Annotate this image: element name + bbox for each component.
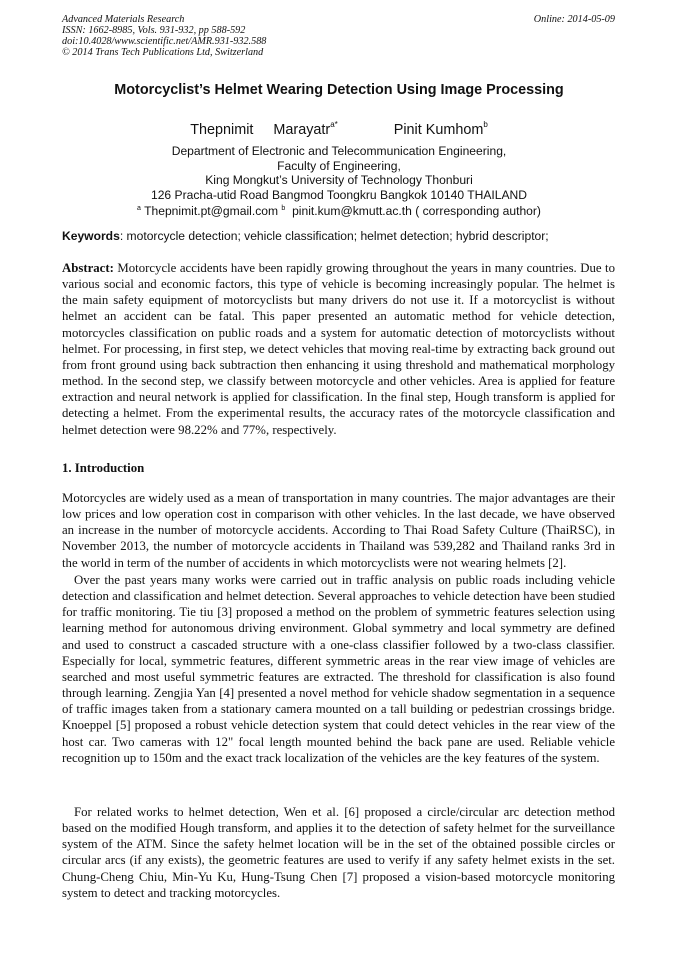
journal-doi: doi:10.4028/www.scientific.net/AMR.931-932.588	[62, 36, 267, 47]
author-2-name: Pinit Kumhom	[393, 122, 484, 138]
abstract-label: Abstract:	[62, 261, 114, 275]
paper-title: Motorcyclist’s Helmet Wearing Detection Using Image Processing	[114, 82, 564, 98]
journal-name: Advanced Materials Research	[62, 14, 185, 25]
abstract	[62, 260, 615, 438]
affiliation-emails	[0, 202, 678, 219]
abstract-text: Motorcycle accidents have been rapidly growing throughout the years in many countries. Due to various social and economic factors, this type of vehicle is becoming increasingly popular. The helmet is the main safety equipment of motorcyclists but many drivers do not use it. If a motorcyclist is without helmet an accident can be fatal. This paper presented an automatic method for vehicle detection, motorcycles classification on public roads and a system for automatic detection of motorcyclists without helmet. For processing, in first step, we detect vehicles that moving real-time by extracting back ground out from front ground using back subtraction then enhancing it using threshold and mathematical morphology method. In the second step, we classify between motorcycle and other vehicles. Area is applied for feature extraction and neural network is applied for classification. In the final step, Hough transform is applied for detecting a helmet. From the experimental results, the accuracy rates of the motorcycle classification and helmet detection were 98.22% and 77%, respectively.	[62, 261, 615, 437]
email-b[interactable]: pinit.kum@kmutt.ac.th ( corresponding author)	[292, 204, 541, 218]
author-2-superscript: b	[483, 120, 488, 129]
affiliation-address: 126 Pracha-utid Road Bangmod Toongkru Bangkok 10140 THAILAND	[150, 187, 528, 202]
affiliation-faculty: Faculty of Engineering,	[277, 158, 401, 173]
journal-issn: ISSN: 1662-8985, Vols. 931-932, pp 588-592	[62, 25, 246, 36]
email-b-superscript: b	[281, 205, 286, 212]
affiliation-university: King Mongkut’s University of Technology Thonburi	[205, 173, 473, 187]
intro-paragraph-1: Motorcycles are widely used as a mean of transportation in many countries. The major advantages are their low prices and low operation cost in comparison with other vehicles. In the last decade, we have observed an increase in the number of motorcycle accidents. According to Thai Road Safety Culture (ThaiRSC), in November 2013, the number of motorcycle accidents in Thailand was 539,282 and Thailand ranks 3rd in the world in term of the number of accidents in which motorcyclists were not wearing helmets [2].	[62, 491, 615, 570]
author-line	[0, 120, 678, 138]
journal-header	[62, 14, 615, 58]
online-date: Online: 2014-05-09	[533, 14, 615, 25]
section-heading-introduction: 1. Introduction	[62, 461, 145, 475]
journal-copyright: © 2014 Trans Tech Publications Ltd, Switzerland	[62, 47, 264, 58]
intro-paragraph-3: For related works to helmet detection, Wen et al. [6] proposed a circle/circular arc detection method based on the modified Hough transform, and applies it to the detection of safety helmet for the surveillance system of the ATM. Since the safety helmet location will be in the set of the obtained possible circles or circular arcs (if any exists), the geometric features are used to verify if any safety helmet exists in the set. Chung-Cheng Chiu, Min-Yu Ku, Hung-Tsung Chen [7] proposed a vision-based motorcycle monitoring system to detect and tracking motorcycles.	[62, 805, 615, 900]
author-1-first-name: Thepnimit	[190, 122, 254, 138]
email-a-superscript: a	[137, 205, 141, 212]
author-1-last-name: Marayatr	[273, 122, 331, 138]
affiliation-block	[0, 144, 678, 219]
author-1-superscript: a*	[330, 120, 338, 129]
keywords-text: : motorcycle detection; vehicle classification; helmet detection; hybrid descriptor;	[119, 229, 549, 243]
keywords	[62, 229, 622, 243]
intro-paragraph-2: Over the past years many works were carried out in traffic analysis on public roads including vehicle detection and classification and helmet detection. Several approaches to vehicle detection have been studied for traffic monitoring. Tie tiu [3] proposed a method on the problem of symmetric features selection using learning method for autonomous driving environment. Global symmetry and local symmetry are defined and used to construct a cascaded structure with a one-class classifier followed by a two-class classifier. Especially for local, symmetric features, different symmetric areas in the rear view image of vehicles are searched and most useful symmetric features are extracted. The threshold for classification is also found through learning. Zengjia Yan [4] presented a novel method for vehicle shadow segmentation in a sequence of traffic images taken from a stationary camera mounted on a tall building or pedestrian crossings bridge. Knoeppel [5] proposed a robust vehicle detection system that could detect vehicles in the rear view of the host car. Two cameras with 12" focal length mounted behind the back pane are used. Reliable vehicle recognition up to 150m and the exact track localization of the vehicles are the key features of the system.	[62, 573, 615, 765]
keywords-label: Keywords	[62, 229, 120, 243]
affiliation-department: Department of Electronic and Telecommunication Engineering,	[171, 144, 507, 158]
email-a[interactable]: Thepnimit.pt@gmail.com	[144, 204, 279, 218]
